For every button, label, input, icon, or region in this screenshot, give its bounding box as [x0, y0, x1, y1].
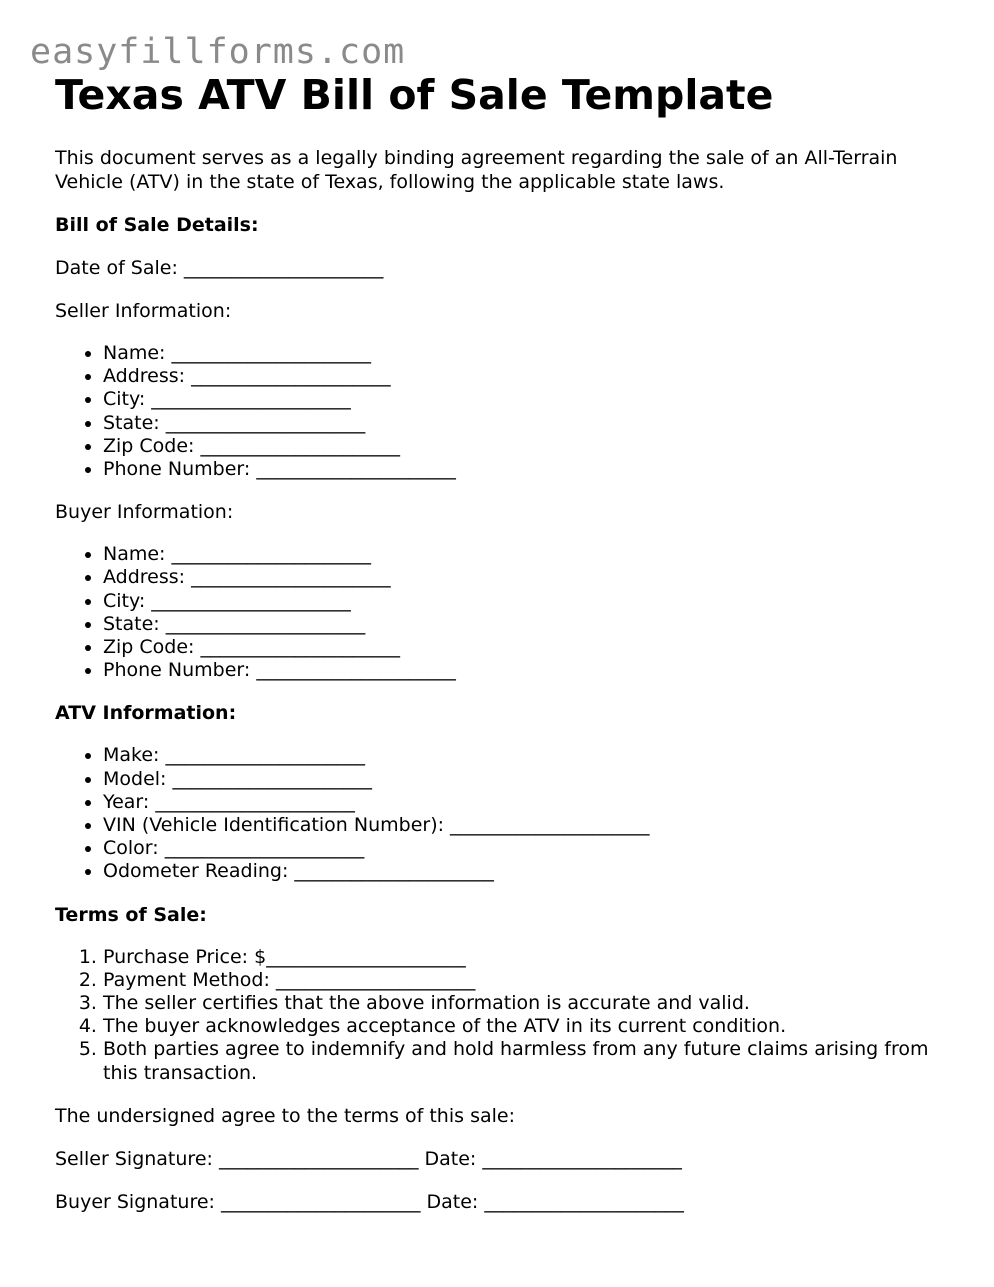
buyer-zip-field[interactable]: • Zip Code: _____________________: [103, 636, 935, 659]
term-item: 5. Both parties agree to indemnify and hold harmless from any future claims arising from this transaction.: [103, 1038, 935, 1084]
document-page: [55, 70, 935, 1214]
buyer-field-list: [55, 543, 935, 682]
atv-field-list: [55, 744, 935, 883]
purchase-price-field[interactable]: 1. Purchase Price: $_____________________: [103, 946, 935, 969]
seller-field-list: [55, 342, 935, 481]
seller-signature-line[interactable]: Seller Signature: _____________________ Date: _____________________: [55, 1147, 682, 1170]
atv-year-field[interactable]: • Year: _____________________: [103, 791, 935, 814]
buyer-phone-field[interactable]: • Phone Number: _____________________: [103, 659, 935, 682]
atv-vin-field[interactable]: • VIN (Vehicle Identification Number): _____________________: [103, 814, 935, 837]
atv-heading: ATV Information:: [55, 702, 237, 725]
term-item: 4. The buyer acknowledges acceptance of the ATV in its current condition.: [103, 1015, 935, 1038]
atv-color-field[interactable]: • Color: _____________________: [103, 837, 935, 860]
buyer-state-field[interactable]: • State: _____________________: [103, 613, 935, 636]
watermark: easyfillforms.com: [30, 32, 406, 72]
seller-phone-field[interactable]: • Phone Number: _____________________: [103, 458, 935, 481]
atv-odometer-field[interactable]: • Odometer Reading: _____________________: [103, 860, 935, 883]
buyer-city-field[interactable]: • City: _____________________: [103, 590, 935, 613]
payment-method-field[interactable]: 2. Payment Method: _____________________: [103, 969, 935, 992]
seller-city-field[interactable]: • City: _____________________: [103, 388, 935, 411]
buyer-address-field[interactable]: • Address: _____________________: [103, 566, 935, 589]
buyer-signature-line[interactable]: Buyer Signature: _____________________ Date: _____________________: [55, 1190, 684, 1213]
atv-make-field[interactable]: • Make: _____________________: [103, 744, 935, 767]
atv-model-field[interactable]: • Model: _____________________: [103, 768, 935, 791]
seller-state-field[interactable]: • State: _____________________: [103, 412, 935, 435]
buyer-heading: Buyer Information:: [55, 501, 234, 524]
buyer-name-field[interactable]: • Name: _____________________: [103, 543, 935, 566]
seller-address-field[interactable]: • Address: _____________________: [103, 365, 935, 388]
seller-heading: Seller Information:: [55, 300, 232, 322]
seller-name-field[interactable]: • Name: _____________________: [103, 342, 935, 365]
date-of-sale-field[interactable]: Date of Sale: _____________________: [55, 257, 384, 279]
terms-list: [55, 946, 935, 1085]
details-heading: Bill of Sale Details:: [55, 214, 259, 236]
intro-paragraph: This document serves as a legally binding agreement regarding the sale of an All-Terrain Vehicle (ATV) in the state of Texas, following the applicable state laws.: [55, 147, 898, 193]
terms-heading: Terms of Sale:: [55, 903, 207, 926]
agreement-statement: The undersigned agree to the terms of this sale:: [55, 1104, 515, 1127]
page-title: Texas ATV Bill of Sale Template: [55, 71, 774, 119]
seller-zip-field[interactable]: • Zip Code: _____________________: [103, 435, 935, 458]
term-item: 3. The seller certifies that the above information is accurate and valid.: [103, 992, 935, 1015]
